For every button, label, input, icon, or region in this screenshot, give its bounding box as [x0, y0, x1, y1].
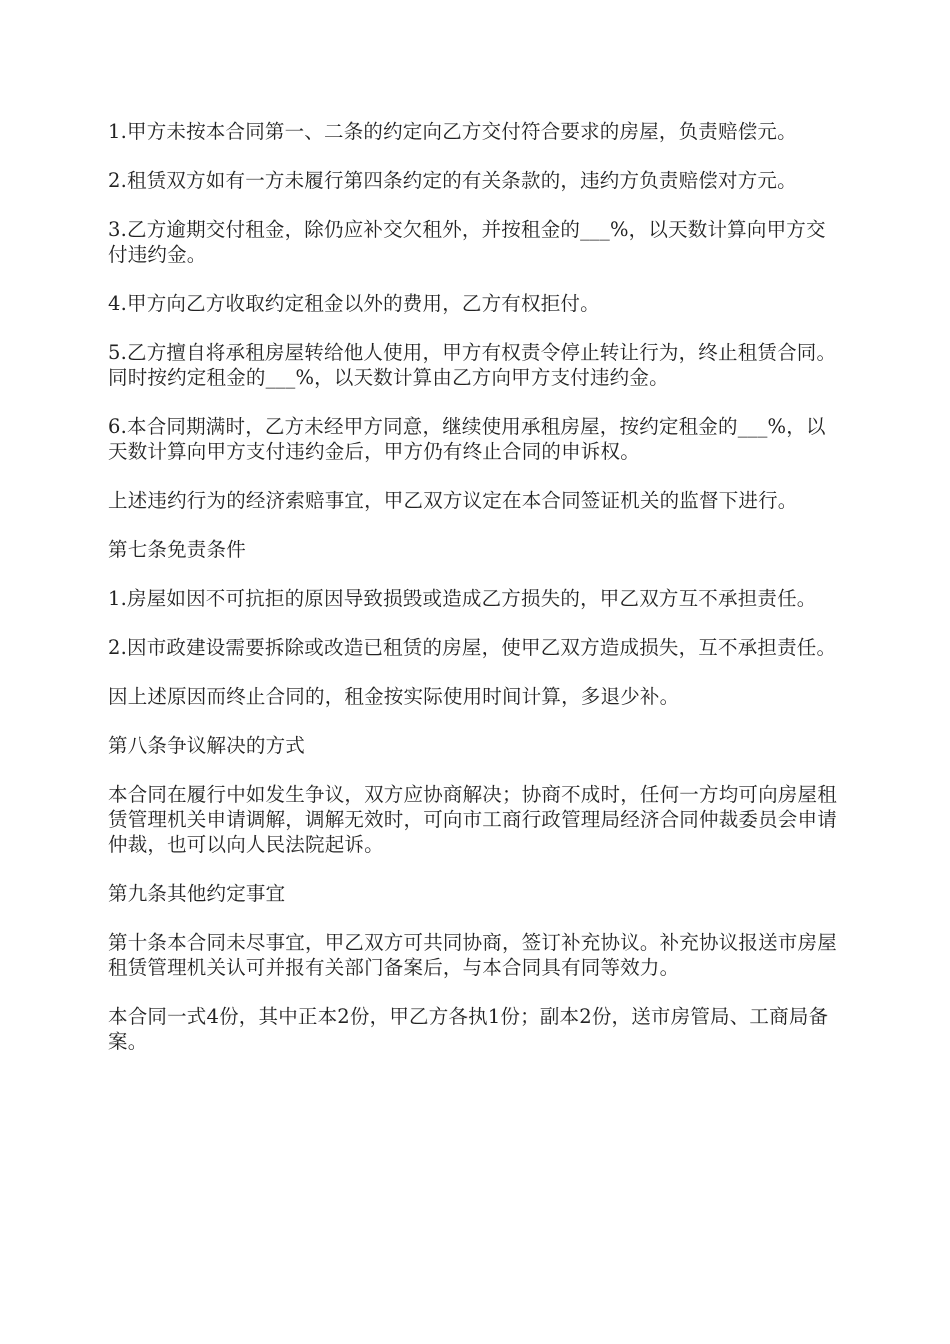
clause-3-late-rent: 3.乙方逾期交付租金，除仍应补交欠租外，并按租金的___%，以天数计算向甲方交付违约金。 [108, 218, 826, 266]
exemption-note: 因上述原因而终止合同的，租金按实际使用时间计算，多退少补。 [108, 685, 680, 708]
breach-claims-note: 上述违约行为的经济索赔事宜，甲乙双方议定在本合同签证机关的监督下进行。 [108, 489, 798, 512]
copies-note: 本合同一式4份，其中正本2份，甲乙方各执1份；副本2份，送市房管局、工商局备案。 [108, 1005, 829, 1053]
article-8-heading: 第八条争议解决的方式 [108, 734, 306, 757]
dispute-resolution: 本合同在履行中如发生争议，双方应协商解决；协商不成时，任何一方均可向房屋租赁管理机关申请调解，调解无效时，可向市工商行政管理局经济合同仲裁委员会申请仲裁，也可以向人民法院起诉。 [108, 783, 837, 856]
document-body [108, 119, 844, 1078]
clause-1-compensation: 1.甲方未按本合同第一、二条的约定向乙方交付符合要求的房屋，负责赔偿元。 [108, 120, 797, 143]
exemption-1: 1.房屋如因不可抗拒的原因导致损毁或造成乙方损失的，甲乙双方互不承担责任。 [108, 587, 817, 610]
clause-5-sublet: 5.乙方擅自将承租房屋转给他人使用，甲方有权责令停止转让行为，终止租赁合同。同时按约定租金的___%，以天数计算由乙方向甲方支付违约金。 [108, 341, 837, 389]
clause-2-breach: 2.租赁双方如有一方未履行第四条约定的有关条款的，违约方负责赔偿对方元。 [108, 169, 797, 192]
clause-6-overstay: 6.本合同期满时，乙方未经甲方同意，继续使用承租房屋，按约定租金的___%，以天数计算向甲方支付违约金后，甲方仍有终止合同的申诉权。 [108, 415, 826, 463]
article-9-heading: 第九条其他约定事宜 [108, 882, 286, 905]
article-7-heading: 第七条免责条件 [108, 538, 246, 561]
clause-4-extra-fees: 4.甲方向乙方收取约定租金以外的费用，乙方有权拒付。 [108, 292, 600, 315]
exemption-2: 2.因市政建设需要拆除或改造已租赁的房屋，使甲乙双方造成损失，互不承担责任。 [108, 636, 837, 659]
article-10-supplement: 第十条本合同未尽事宜，甲乙双方可共同协商，签订补充协议。补充协议报送市房屋租赁管理机关认可并报有关部门备案后，与本合同具有同等效力。 [108, 931, 837, 979]
